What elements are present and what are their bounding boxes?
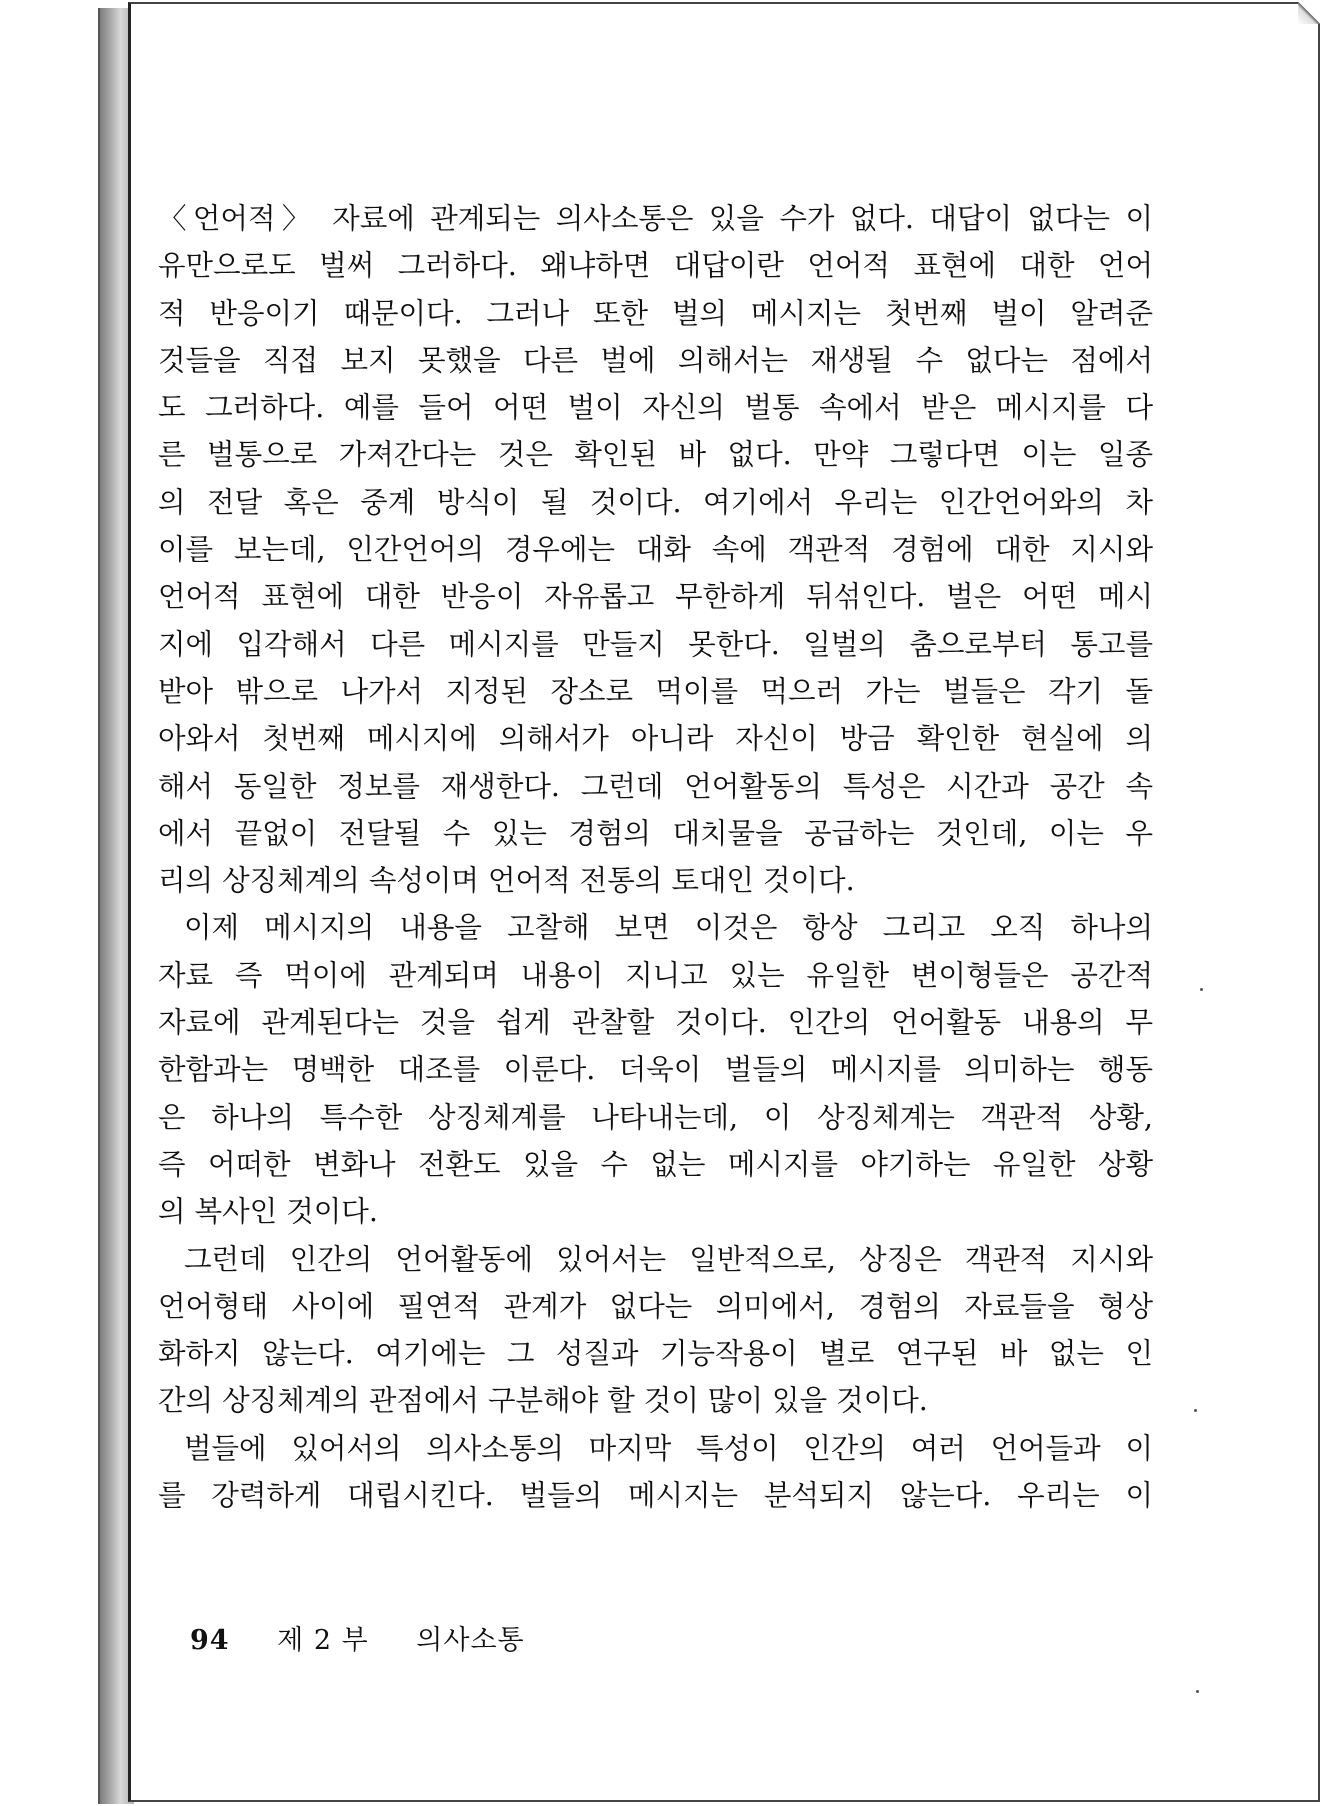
- text-line: 도 그러하다. 예를 들어 어떤 벌이 자신의 벌통 속에서 받은 메시지를 다: [158, 391, 1153, 425]
- scan-speck: [1196, 1690, 1199, 1693]
- text-line: 벌들에 있어서의 의사소통의 마지막 특성이 인간의 여러 언어들과 이: [184, 1431, 1153, 1465]
- paragraph: [158, 195, 1153, 904]
- paragraph: [158, 904, 1153, 1235]
- text-line: 즉 어떠한 변화나 전환도 있을 수 없는 메시지를 야기하는 유일한 상황: [158, 1147, 1153, 1181]
- text-line: 리의 상징체계의 속성이며 언어적 전통의 토대인 것이다.: [158, 864, 855, 898]
- text-line: 받아 밖으로 나가서 지정된 장소로 먹이를 먹으러 가는 벌들은 각기 돌: [158, 674, 1153, 708]
- text-line: 에서 끝없이 전달될 수 있는 경험의 대치물을 공급하는 것인데, 이는 우: [158, 816, 1153, 850]
- text-line: 언어적 표현에 대한 반응이 자유롭고 무한하게 뒤섞인다. 벌은 어떤 메시: [158, 580, 1153, 614]
- chapter-label: 의사소통: [416, 1625, 525, 1656]
- page-number: 94: [190, 1625, 230, 1656]
- text-line: 를 강력하게 대립시킨다. 벌들의 메시지는 분석되지 않는다. 우리는 이: [158, 1479, 1153, 1513]
- text-line: 〈언어적〉 자료에 관계되는 의사소통은 있을 수가 없다. 대답이 없다는 이: [158, 202, 1153, 235]
- page-footer: [190, 1618, 525, 1657]
- text-line: 지에 입각해서 다른 메시지를 만들지 못한다. 일벌의 춤으로부터 통고를: [158, 627, 1153, 661]
- text-line: 의 전달 혹은 중계 방식이 될 것이다. 여기에서 우리는 인간언어와의 차: [158, 485, 1153, 519]
- text-line: 한함과는 명백한 대조를 이룬다. 더욱이 벌들의 메시지를 의미하는 행동: [158, 1053, 1153, 1087]
- text-line: 른 벌통으로 가져간다는 것은 확인된 바 없다. 만약 그렇다면 이는 일종: [158, 438, 1153, 472]
- text-line: 아와서 첫번째 메시지에 의해서가 아니라 자신이 방금 확인한 현실에 의: [158, 722, 1153, 756]
- text-line: 적 반응이기 때문이다. 그러나 또한 벌의 메시지는 첫번째 벌이 알려준: [158, 296, 1153, 330]
- text-line: 자료 즉 먹이에 관계되며 내용이 지니고 있는 유일한 변이형들은 공간적: [158, 958, 1153, 992]
- text-line: 것들을 직접 보지 못했을 다른 벌에 의해서는 재생될 수 없다는 점에서: [158, 343, 1153, 377]
- text-line: 자료에 관계된다는 것을 쉽게 관찰할 것이다. 인간의 언어활동 내용의 무: [158, 1006, 1153, 1040]
- page-body-text: [158, 195, 1153, 1519]
- page-corner: [1298, 2, 1320, 24]
- scan-speck: [1200, 988, 1203, 991]
- text-line: 그런데 인간의 언어활동에 있어서는 일반적으로, 상징은 객관적 지시와: [184, 1242, 1153, 1276]
- text-line: 은 하나의 특수한 상징체계를 나타내는데, 이 상징체계는 객관적 상황,: [158, 1100, 1153, 1134]
- scan-speck: [1194, 1409, 1197, 1412]
- text-line: 의 복사인 것이다.: [158, 1195, 378, 1229]
- text-line: 간의 상징체계의 관점에서 구분해야 할 것이 많이 있을 것이다.: [158, 1384, 928, 1418]
- text-line: 해서 동일한 정보를 재생한다. 그런데 언어활동의 특성은 시간과 공간 속: [158, 769, 1153, 803]
- text-line: 이를 보는데, 인간언어의 경우에는 대화 속에 객관적 경험에 대한 지시와: [158, 533, 1153, 567]
- part-label: 제 2 부: [277, 1625, 369, 1656]
- text-line: 이제 메시지의 내용을 고찰해 보면 이것은 항상 그리고 오직 하나의: [184, 911, 1153, 945]
- text-line: 화하지 않는다. 여기에는 그 성질과 기능작용이 별로 연구된 바 없는 인: [158, 1337, 1153, 1371]
- text-line: 언어형태 사이에 필연적 관계가 없다는 의미에서, 경험의 자료들을 형상: [158, 1289, 1153, 1323]
- paragraph: [158, 1425, 1153, 1520]
- paragraph: [158, 1236, 1153, 1425]
- text-line: 유만으로도 벌써 그러하다. 왜냐하면 대답이란 언어적 표현에 대한 언어: [158, 249, 1153, 283]
